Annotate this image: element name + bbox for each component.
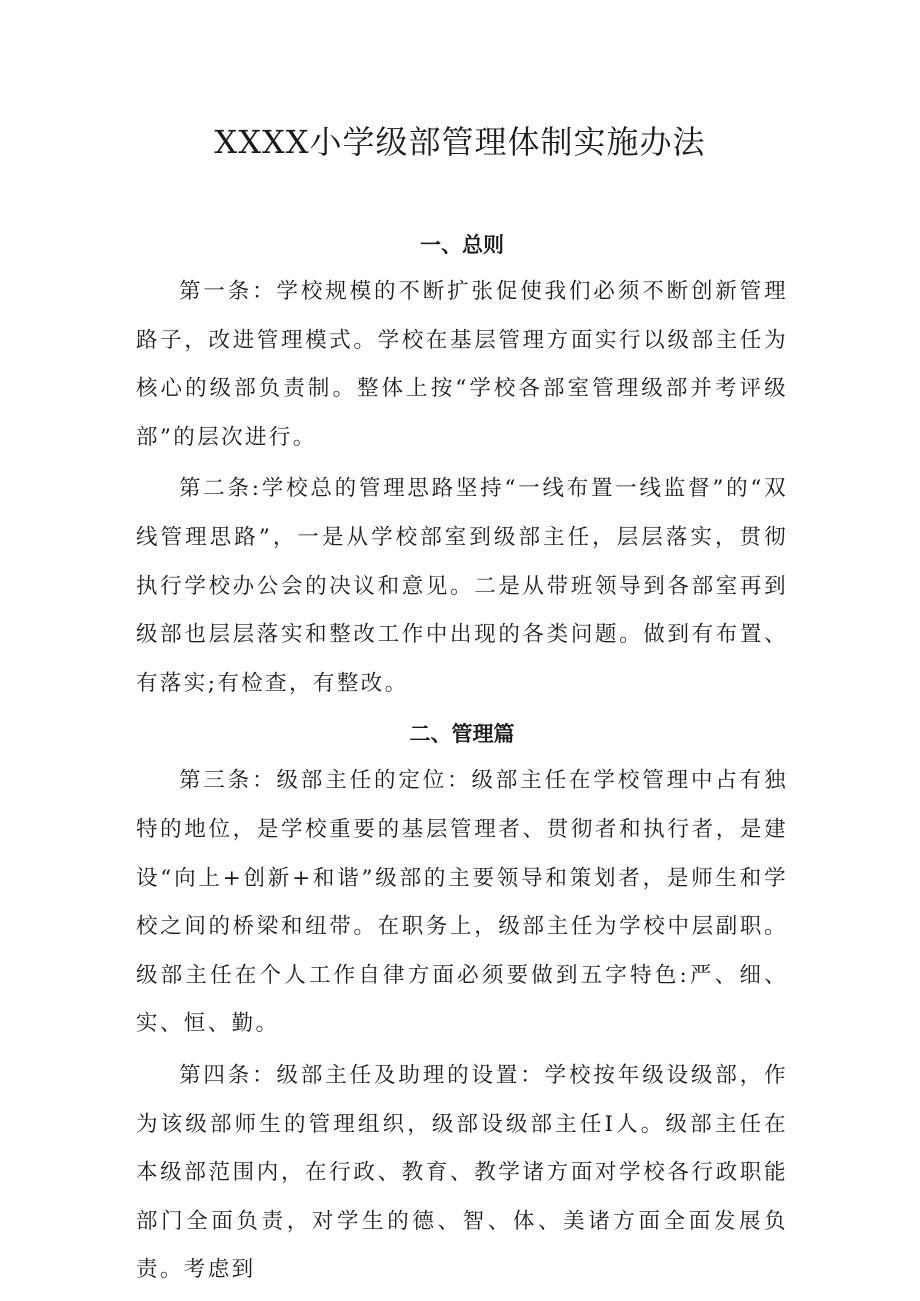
document-body (136, 222, 788, 1298)
article-2-paragraph: 第二条:学校总的管理思路坚持“一线布置一线监督”的“双线管理思路”，一是从学校部室到级部主任，层层落实，贯彻执行学校办公会的决议和意见。二是从带班领导到各部室再到级部也层层落实和整改工作中出现的各类问题。做到有布置、有落实;有检查，有整改。 (136, 476, 788, 696)
article-1-paragraph: 第一条：学校规模的不断扩张促使我们必须不断创新管理路子，改进管理模式。学校在基层管理方面实行以级部主任为核心的级部负责制。整体上按“学校各部室管理级部并考评级部”的层次进行。 (136, 279, 788, 450)
section-heading-general: 一、总则 (420, 233, 504, 257)
section-heading-management: 二、管理篇 (409, 722, 515, 747)
article-4-paragraph: 第四条：级部主任及助理的设置：学校按年级设级部，作为该级部师生的管理组织，级部设级部主任I人。级部主任在本级部范围内，在行政、教育、教学诸方面对学校各行政职能部门全面负责，对学生的德、智、体、美诸方面全面发展负责。考虑到 (136, 1062, 788, 1283)
document-title: XXXX小学级部管理体制实施办法 (214, 123, 706, 161)
article-3-paragraph: 第三条：级部主任的定位：级部主任在学校管理中占有独特的地位，是学校重要的基层管理者、贯彻者和执行者，是建设“向上+创新+和谐”级部的主要领导和策划者，是师生和学校之间的桥梁和纽带。在职务上，级部主任为学校中层副职。级部主任在个人工作自律方面必须要做到五字特色:严、细、实、恒、勤。 (136, 768, 788, 1037)
